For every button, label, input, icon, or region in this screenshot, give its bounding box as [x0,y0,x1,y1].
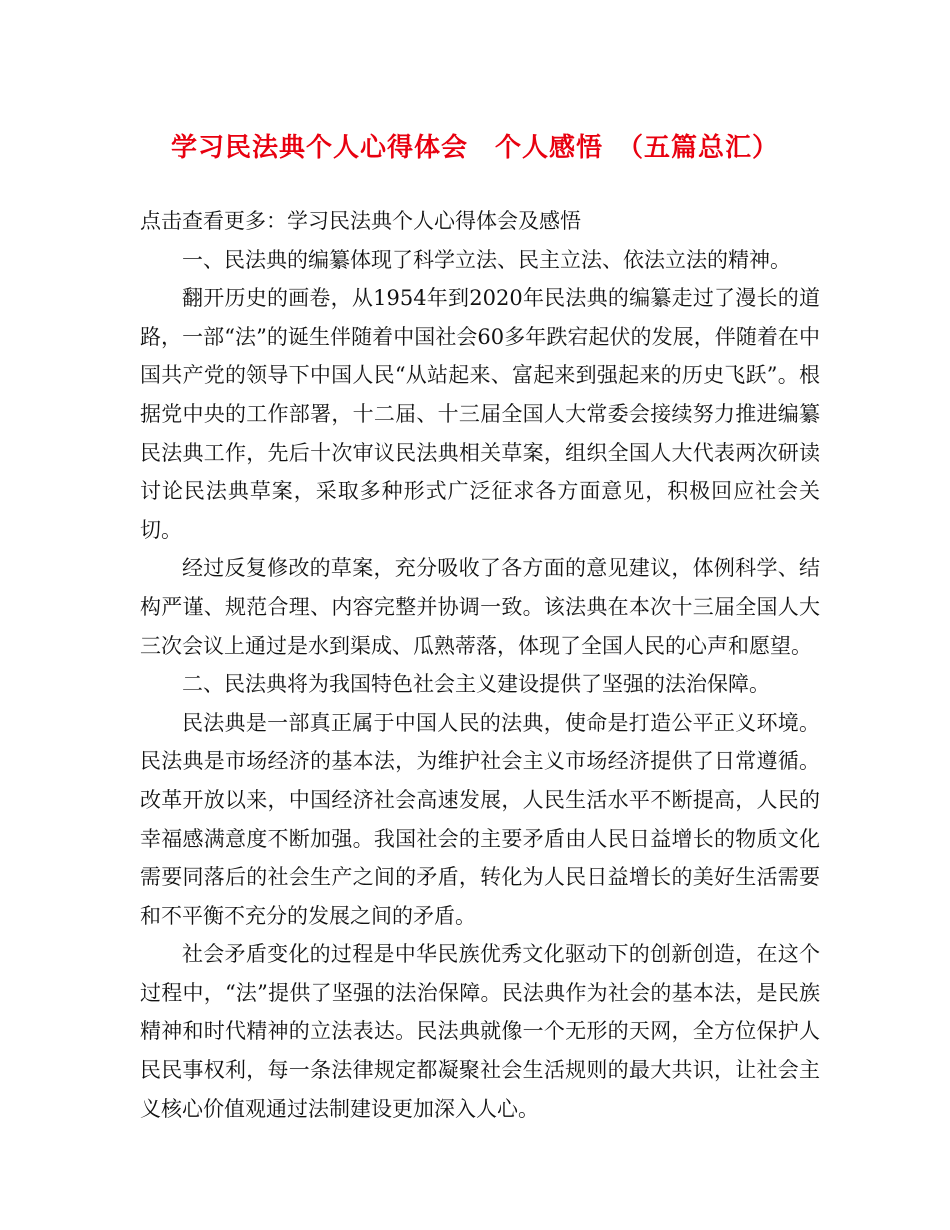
paragraph-2: 经过反复修改的草案，充分吸收了各方面的意见建议，体例科学、结构严谨、规范合理、内容完整并协调一致。该法典在本次十三届全国人大三次会议上通过是水到渠成、瓜熟蒂落，体现了全国人民的心声和愿望。 [140,556,820,658]
paragraph-3: 民法典是一部真正属于中国人民的法典，使命是打造公平正义环境。民法典是市场经济的基本法，为维护社会主义市场经济提供了日常遵循。改革开放以来，中国经济社会高速发展，人民生活水平不断提高，人民的幸福感满意度不断加强。我国社会的主要矛盾由人民日益增长的物质文化需要同落后的社会生产之间的矛盾，转化为人民日益增长的美好生活需要和不平衡不充分的发展之间的矛盾。 [140,710,820,928]
document-body [140,202,820,1128]
paragraph-1: 翻开历史的画卷，从1954年到2020年民法典的编纂走过了漫长的道路，一部“法”的诞生伴随着中国社会60多年跌宕起伏的发展，伴随着在中国共产党的领导下中国人民“从站起来、富起来到强起来的历史飞跃”。根据党中央的工作部署，十二届、十三届全国人大常委会接续努力推进编纂民法典工作，先后十次审议民法典相关草案，组织全国人大代表两次研读讨论民法典草案，采取多种形式广泛征求各方面意见，积极回应社会关切。 [140,286,820,542]
section-heading-2: 二、民法典将为我国特色社会主义建设提供了坚强的法治保障。 [182,672,770,697]
document-title: 学习民法典个人心得体会 个人感悟 （五篇总汇） [170,133,779,163]
paragraph-4: 社会矛盾变化的过程是中华民族优秀文化驱动下的创新创造，在这个过程中，“法”提供了坚强的法治保障。民法典作为社会的基本法，是民族精神和时代精神的立法表达。民法典就像一个无形的天网，全方位保护人民民事权利，每一条法律规定都凝聚社会生活规则的最大共识，让社会主义核心价值观通过法制建设更加深入人心。 [140,942,820,1121]
section-heading-1: 一、民法典的编纂体现了科学立法、民主立法、依法立法的精神。 [182,247,791,272]
more-link[interactable]: 点击查看更多：学习民法典个人心得体会及感悟 [140,209,581,233]
